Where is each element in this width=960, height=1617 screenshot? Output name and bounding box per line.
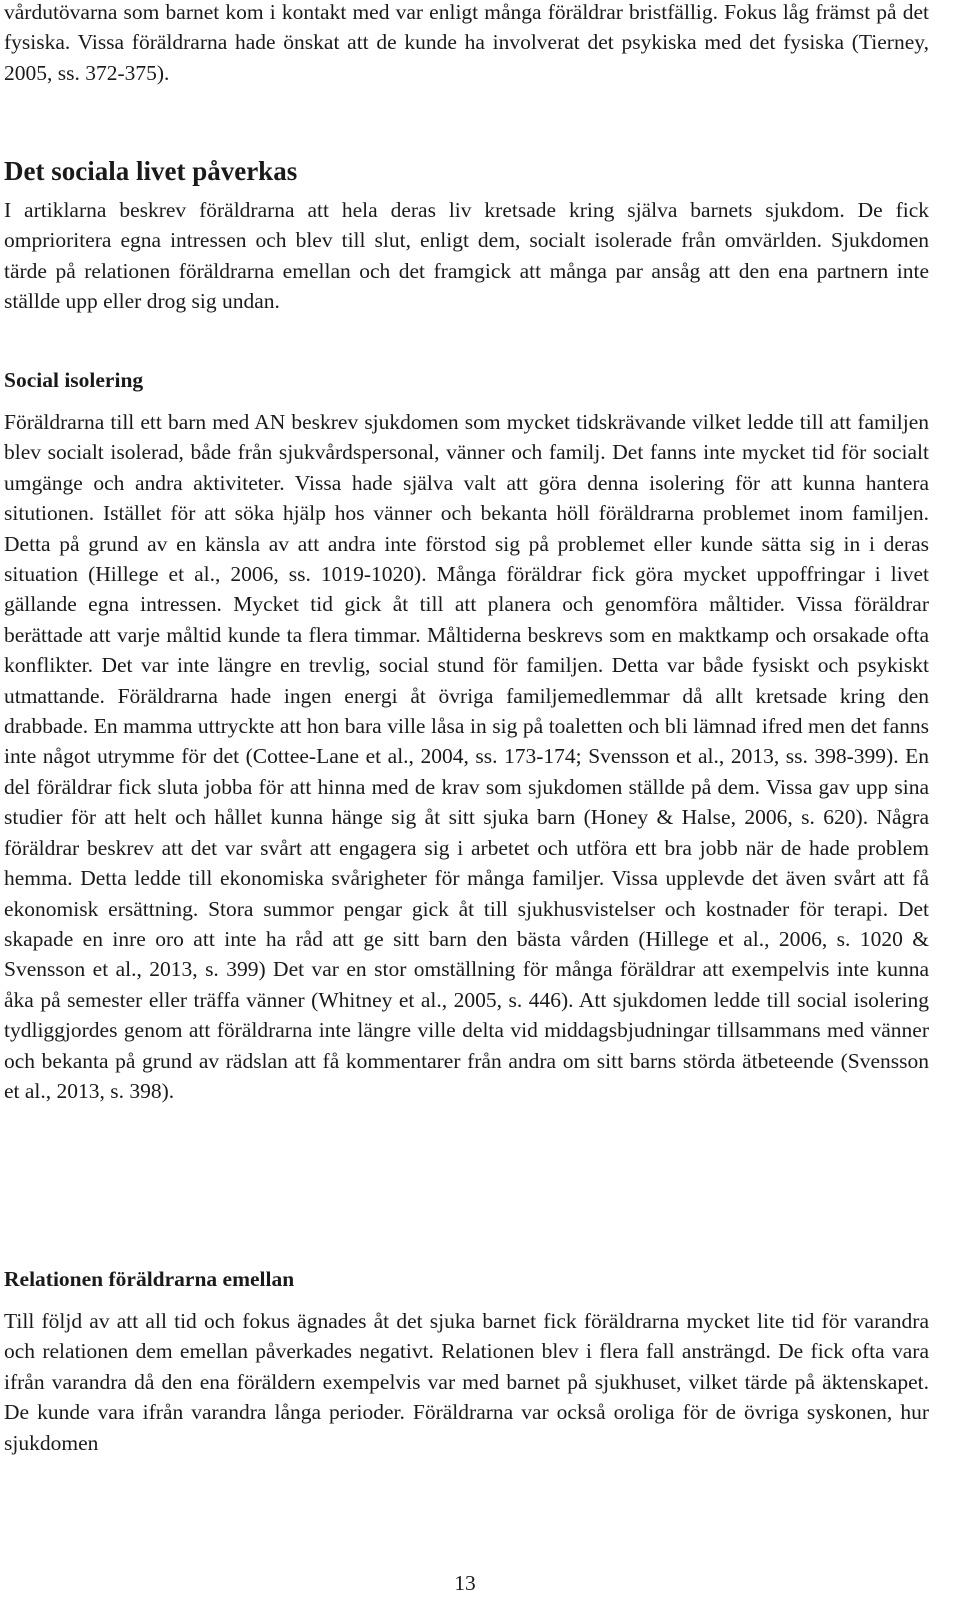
section-heading-social-life: Det sociala livet påverkas [4,156,298,186]
section-heading-parent-relationship: Relationen föräldrarna emellan [4,1267,295,1291]
section-paragraph-social-isolation: Föräldrarna till ett barn med AN beskrev sjukdomen som mycket tidskrävande vilket ledde till att familjen blev socialt isolerad, både från sjukvårdspersonal, vänner och familj. Det fanns inte mycket tid för socialt umgänge och andra aktiviteter. Vissa hade själva valt att göra denna isolering för att kunna hantera situtionen. Istället för att söka hjälp hos vänner och bekanta höll föräldrarna problemet inom familjen. Detta på grund av en känsla av att andra inte förstod sig på problemet eller kunde sätta sig in i deras situation (Hillege et al., 2006, ss. 1019-1020). Många föräldrar fick göra mycket uppoffringar i livet gällande egna intressen. Mycket tid gick åt till att planera och genomföra måltider. Vissa föräldrar berättade att varje måltid kunde ta flera timmar. Måltiderna beskrevs som en maktkamp och orsakade ofta konflikter. Det var inte längre en trevlig, social stund för familjen. Detta var både fysiskt och psykiskt utmattande. Föräldrarna hade ingen energi åt övriga familjemedlemmar då allt kretsade kring den drabbade. En mamma uttryckte att hon bara ville låsa in sig på toaletten och bli lämnad ifred men det fanns inte något utrymme för det (Cottee-Lane et al., 2004, ss. 173-174; Svensson et al., 2013, ss. 398-399). En del föräldrar fick sluta jobba för att hinna med de krav som sjukdomen ställde på dem. Vissa gav upp sina studier för att helt och hållet kunna hänge sig åt sitt sjuka barn (Honey & Halse, 2006, s. 620). Några föräldrar beskrev att det var svårt att engagera sig i arbetet och utföra ett bra jobb när de hade problem hemma. Detta ledde till ekonomiska svårigheter för många familjer. Vissa upplevde det även svårt att få ekonomisk ersättning. Stora summor pengar gick åt till sjukhusvistelser och kostnader för terapi. Det skapade en inre oro att inte ha råd att ge sitt barn den bästa vården (Hillege et al., 2006, s. 1020 & Svensson et al., 2013, s. 399) Det var en stor omställning för många föräldrar att exempelvis inte kunna åka på semester eller träffa vänner (Whitney et al., 2005, s. 446). Att sjukdomen ledde till social isolering tydliggjordes genom att föräldrarna inte längre ville delta vid middagsbjudningar tillsammans med vänner och bekanta på grund av rädslan att få kommentarer från andra om sitt barns störda ätbeteende (Svensson et al., 2013, s. 398). [4,410,929,1103]
section-heading-social-isolation: Social isolering [4,368,144,392]
section-paragraph-parent-relationship: Till följd av att all tid och fokus ägnades åt det sjuka barnet fick föräldrarna mycket lite tid för varandra och relationen dem emellan påverkades negativt. Relationen blev i flera fall ansträngd. De fick ofta vara ifrån varandra då den ena föräldern exempelvis var med barnet på sjukhuset, vilket tärde på äktenskapet. De kunde vara ifrån varandra långa perioder. Föräldrarna var också oroliga för de övriga syskonen, hur sjukdomen [4,1309,929,1455]
intro-paragraph: vårdutövarna som barnet kom i kontakt med var enligt många föräldrar bristfällig. Fokus låg främst på det fysiska. Vissa föräldrarna hade önskat att de kunde ha involverat det psykiska med det fysiska (Tierney, 2005, ss. 372-375). [4,0,929,85]
section-paragraph-social-life: I artiklarna beskrev föräldrarna att hela deras liv kretsade kring själva barnets sjukdom. De fick omprioritera egna intressen och blev till slut, enligt dem, socialt isolerade från omvärlden. Sjukdomen tärde på relationen föräldrarna emellan och det framgick att många par ansåg att den ena partnern inte ställde upp eller drog sig undan. [4,198,929,314]
page-number: 13 [454,1571,476,1595]
